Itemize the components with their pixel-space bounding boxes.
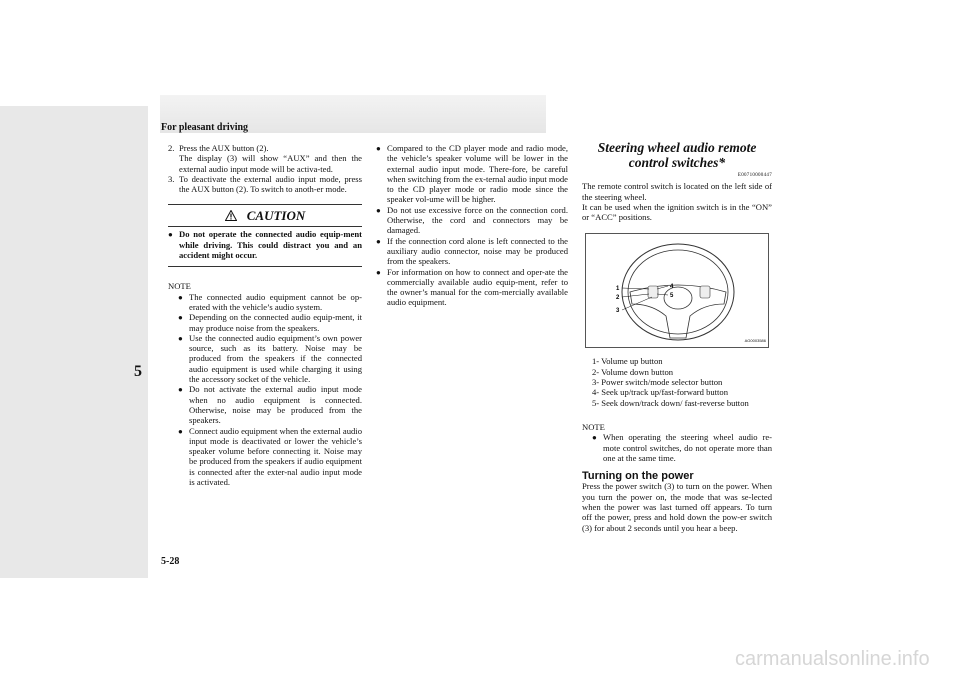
legend-item: 2- Volume down button (592, 366, 674, 377)
document-code: E00710000447 (737, 173, 772, 178)
section-title: Steering wheel audio remote control switches* (597, 140, 757, 170)
subheading: Turning on the power (582, 470, 694, 483)
step-number: 3. (168, 173, 175, 184)
callout-2: 2 (616, 295, 620, 302)
warning-triangle-icon (225, 210, 237, 221)
note-item: ● Connect audio equipment when the external audio input mode is deactivated or lower the vehicle’s speaker volume before connecting it. Noise may be produced from the speakers if audio equipment is connected after the exter-nal audio input mode is activated. (178, 425, 362, 488)
figure-code: AG0003586 (744, 338, 766, 344)
intro-text: The remote control switch is located on the left side of the steering wheel. It can be used when the ignition switch is in the “ON” or “ACC” positions. (582, 181, 772, 223)
steering-wheel-figure (585, 233, 769, 348)
bullet-icon: ● (376, 236, 381, 246)
note-item: ● Compared to the CD player mode and radio mode, the vehicle’s speaker volume will be lower in the external audio input mode. There-fore, be careful when switching from the ex-ternal audio input mode to the CD player mode or radio mode since the speaker vol-ume will be higher. (376, 143, 568, 205)
caution-label: CAUTION (246, 207, 306, 223)
button-legend (582, 356, 772, 407)
note-item: ● For information on how to connect and oper-ate the commercially available audio equip-ment, refer to the owner’s manual for the com-mercially available audio equipment. (376, 266, 568, 308)
callout-4: 4 (670, 284, 674, 291)
steering-wheel-illustration (586, 234, 770, 349)
callout-1: 1 (616, 286, 620, 293)
bullet-icon: ● (376, 205, 381, 215)
legend-item: 3- Power switch/mode selector button (592, 377, 723, 388)
step-2 (168, 143, 362, 174)
legend-item: 4- Seek up/track up/fast-forward button (592, 387, 729, 398)
legend-item: 1- Volume up button (592, 356, 663, 367)
step-continuation: The display (3) will show “AUX” and then the external audio input mode will be activa-ted. (179, 153, 362, 174)
column-left (168, 143, 362, 487)
note-item: ● Use the connected audio equipment’s own power source, such as its battery. Noise may be produced from the speakers if the connected audio equipment is used while charging it using the accessory socket of the vehicle. (178, 332, 362, 385)
body-text: Press the power switch (3) to turn on the power. When you turn the power on, the mode that was se-lected when the power was last turned off appears. To turn off the power, press and hold down the pow-er switch (3) for about 2 seconds until you hear a beep. (582, 481, 772, 533)
column-right (582, 140, 772, 533)
note-item: ● Do not activate the external audio input mode when no audio equipment is connected. Otherwise, noise may be produced from the speakers. (178, 384, 362, 426)
caution-item: ● Do not operate the connected audio equip-ment while driving. This could distract you and an accident might occur. (168, 229, 362, 261)
legend-item: 5- Seek down/track down/ fast-reverse button (592, 397, 749, 408)
note-item: ● When operating the steering wheel audio re-mote control switches, do not operate more than one at the same time. (592, 432, 772, 463)
note-label: NOTE (582, 421, 605, 432)
step-text: Press the AUX button (2). (179, 143, 269, 153)
caution-header (168, 205, 362, 227)
step-text: To deactivate the external audio input mode, press the AUX button (2). To switch to anoth-er mode. (179, 173, 362, 195)
caution-box (168, 204, 362, 267)
bullet-icon: ● (376, 144, 381, 153)
column-middle (376, 143, 568, 308)
note-item: ● The connected audio equipment cannot be op-erated with the vehicle’s audio system. (178, 291, 362, 312)
bullet-icon: ● (178, 313, 183, 323)
note-item: ● Do not use excessive force on the connection cord. Otherwise, the cord and connectors may be damaged. (376, 204, 568, 236)
note-item: ● If the connection cord alone is left connected to the auxiliary audio connector, noise may be produced from the speakers. (376, 235, 568, 267)
bullet-icon: ● (178, 292, 183, 302)
callout-3: 3 (616, 308, 620, 315)
bullet-icon: ● (376, 267, 381, 277)
running-head: For pleasant driving (161, 122, 249, 133)
watermark: carmanualsonline.info (735, 648, 930, 670)
bullet-icon: ● (168, 230, 173, 240)
callout-5: 5 (670, 293, 674, 300)
audio-switch-cluster (648, 286, 658, 298)
bullet-icon: ● (592, 433, 597, 443)
note-label: NOTE (168, 281, 191, 292)
step-3 (168, 174, 362, 195)
step-number: 2. (168, 143, 175, 153)
chapter-number: 5 (134, 363, 142, 380)
chapter-tab (0, 106, 148, 578)
note-item: ● Depending on the connected audio equip-ment, it may produce noise from the speakers. (178, 312, 362, 333)
bullet-icon: ● (178, 385, 183, 395)
bullet-icon: ● (178, 333, 183, 343)
page-number: 5-28 (161, 556, 180, 567)
bullet-icon: ● (178, 426, 183, 436)
